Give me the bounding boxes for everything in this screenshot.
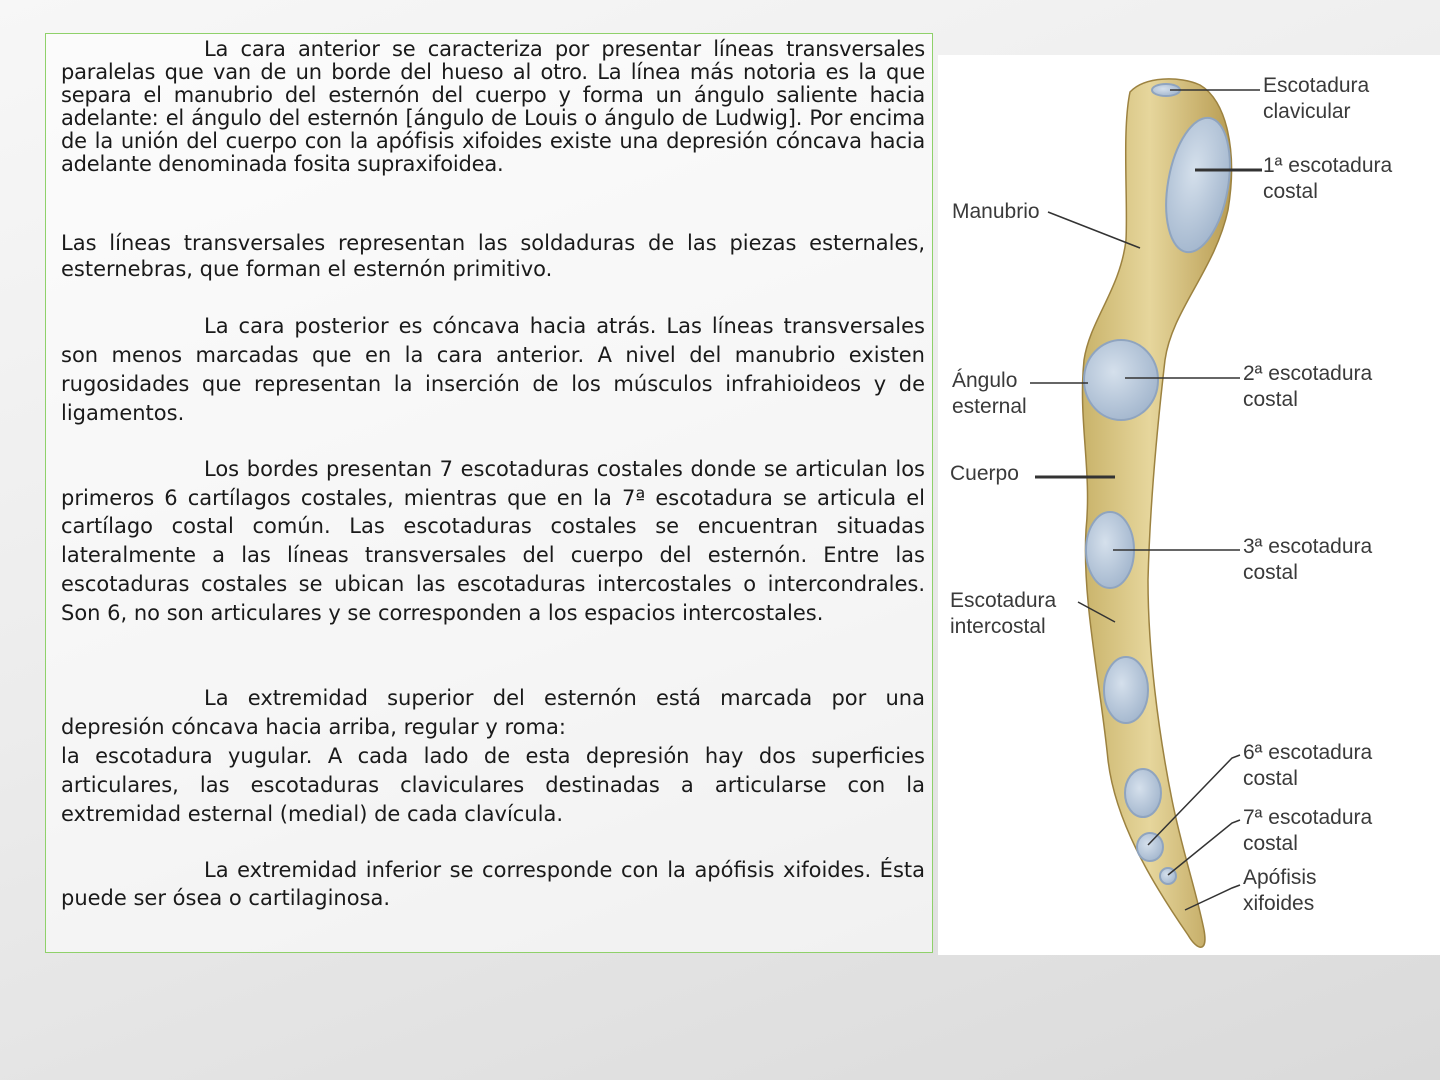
- paragraph-borders: Los bordes presentan 7 escotaduras costales donde se articulan los primeros 6 cartílagos costales, mientras que en la 7ª escotadura se articula el cartílago costal común. Las escotaduras costales se encuentran situadas lateralmente a las líneas transversales del cuerpo del esternón. Entre las escotaduras costales se ubican las escotaduras intercostales o intercondrales. Son 6, no son articulares y se corresponden a los espacios intercostales.: [61, 457, 925, 625]
- sternum-illustration: [938, 55, 1440, 955]
- label-escotadura-costal-6: 6ª escotadura costal: [1243, 741, 1373, 790]
- label-cuerpo: Cuerpo: [950, 462, 1019, 485]
- label-escotadura-costal-1: 1ª escotadura costal: [1263, 154, 1393, 203]
- label-escotadura-costal-2: 2ª escotadura costal: [1243, 362, 1373, 411]
- label-escotadura-costal-3: 3ª escotadura costal: [1243, 535, 1373, 584]
- label-manubrio: Manubrio: [952, 200, 1040, 223]
- paragraph-superior-extremity: La extremidad superior del esternón está marcada por una depresión cóncava hacia arriba, regular y roma:: [61, 686, 925, 739]
- paragraph-superior-extremity-continued: la escotadura yugular. A cada lado de esta depresión hay dos superficies articulares, las escotaduras claviculares destinadas a articularse con la extremidad esternal (medial) de cada clavícula.: [61, 744, 925, 826]
- paragraph-transverse-lines: Las líneas transversales representan las soldaduras de las piezas esternales, esternebras, que forman el esternón primitivo.: [61, 231, 925, 281]
- label-escotadura-costal-7: 7ª escotadura costal: [1243, 806, 1373, 855]
- paragraph-posterior-face: La cara posterior es cóncava hacia atrás. Las líneas transversales son menos marcadas que en la cara anterior. A nivel del manubrio existen rugosidades que representan la inserción de los músculos infrahioideos y de ligamentos.: [61, 314, 925, 425]
- paragraph-inferior-extremity: La extremidad inferior se corresponde con la apófisis xifoides. Ésta puede ser ósea o cartilaginosa.: [61, 858, 925, 910]
- label-apofisis-xifoides: Apófisis xifoides: [1243, 866, 1317, 915]
- label-angulo-esternal: Ángulo esternal: [952, 369, 1027, 418]
- paragraph-anterior-face: La cara anterior se caracteriza por presentar líneas transversales paralelas que van de un borde del hueso al otro. La línea más notoria es la que separa el manubrio del esternón del cuerpo y forma un ángulo saliente hacia adelante: el ángulo del esternón [ángulo de Louis o ángulo de Ludwig]. Por encima de la unión del cuerpo con la apófisis xifoides existe una depresión cóncava hacia adelante denominada fosita supraxifoidea.: [61, 37, 925, 176]
- text-panel: [45, 33, 933, 953]
- label-escotadura-intercostal: Escotadura intercostal: [950, 589, 1057, 638]
- label-escotadura-clavicular: Escotadura clavicular: [1263, 74, 1370, 123]
